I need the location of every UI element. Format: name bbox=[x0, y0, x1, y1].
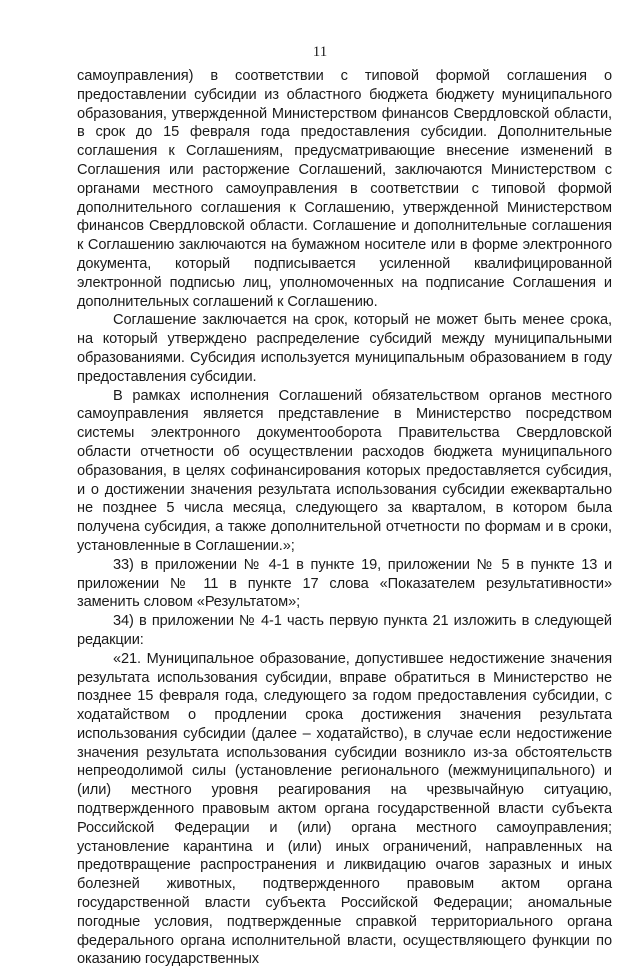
paragraph-reporting-obligation: В рамках исполнения Соглашений обязательством органов местного самоуправления является представление в Министерство посредством системы электронного документооборота Правительства Свердловской области отчетности об осуществлении расходов бюджета муниципального образования, в целях софинансирования которых предоставляется субсидия, и о достижении значения результата использования субсидии ежеквартально не позднее 5 числа месяца, следующего за кварталом, в котором была получена субсидия, а также дополнительной отчетности по формам и в сроки, установленные в Соглашении.»; bbox=[77, 387, 612, 554]
paragraph-item-33: 33) в приложении № 4-1 в пункте 19, приложении № 5 в пункте 13 и приложении № 11 в пункте 17 слова «Показателем результативности» заменить словом «Результатом»; bbox=[77, 556, 612, 611]
paragraph-agreement-term: Соглашение заключается на срок, который не может быть менее срока, на который утверждено распределение субсидий между муниципальными образованиями. Субсидия используется муниципальным образованием в году предоставления субсидии. bbox=[77, 312, 612, 385]
paragraph-item-34: 34) в приложении № 4-1 часть первую пункта 21 изложить в следующей редакции: bbox=[77, 613, 612, 648]
paragraph-continuation: самоуправления) в соответствии с типовой формой соглашения о предоставлении субсидии из областного бюджета бюджету муниципального образования, утвержденной Министерством финансов Свердловской области, в срок до 15 февраля года предоставления субсидии. Дополнительные соглашения к Соглашениям, предусматривающие внесение изменений в Соглашения или расторжение Соглашений, заключаются Министерством с органами местного самоуправления в соответствии с типовой формой дополнительного соглашения к Соглашению, утвержденной Министерством финансов Свердловской области. Соглашение и дополнительные соглашения к Соглашению заключаются на бумажном носителе или в форме электронного документа, который подписывается усиленной квалифицированной электронной подписью лиц, уполномоченных на подписание Соглашения и дополнительных соглашений к Соглашению. bbox=[77, 68, 612, 310]
page-number: 11 bbox=[312, 44, 328, 60]
paragraph-clause-21: «21. Муниципальное образование, допустившее недостижение значения результата использования субсидии, вправе обратиться в Министерство не позднее 15 февраля года, следующего за годом предоставления субсидии, с ходатайством о продлении срока достижения значения результата использования субсидии (далее – ходатайство), в случае если недостижение значения результата использования субсидии возникло из-за обстоятельств непреодолимой силы (установление регионального (межмуниципального) и (или) местного уровня реагирования на чрезвычайную ситуацию, подтвержденного правовым актом органа государственной власти субъекта Российской Федерации и (или) органа местного самоуправления; установление карантина и (или) иных ограничений, направленных на предотвращение распространения и ликвидацию очагов заразных и иных болезней животных, подтвержденного правовым актом органа государственной власти субъекта Российской Федерации; аномальные погодные условия, подтвержденные справкой территориального органа федерального органа исполнительной власти, осуществляющего функции по оказанию государственных bbox=[77, 650, 612, 968]
document-text bbox=[77, 67, 612, 969]
